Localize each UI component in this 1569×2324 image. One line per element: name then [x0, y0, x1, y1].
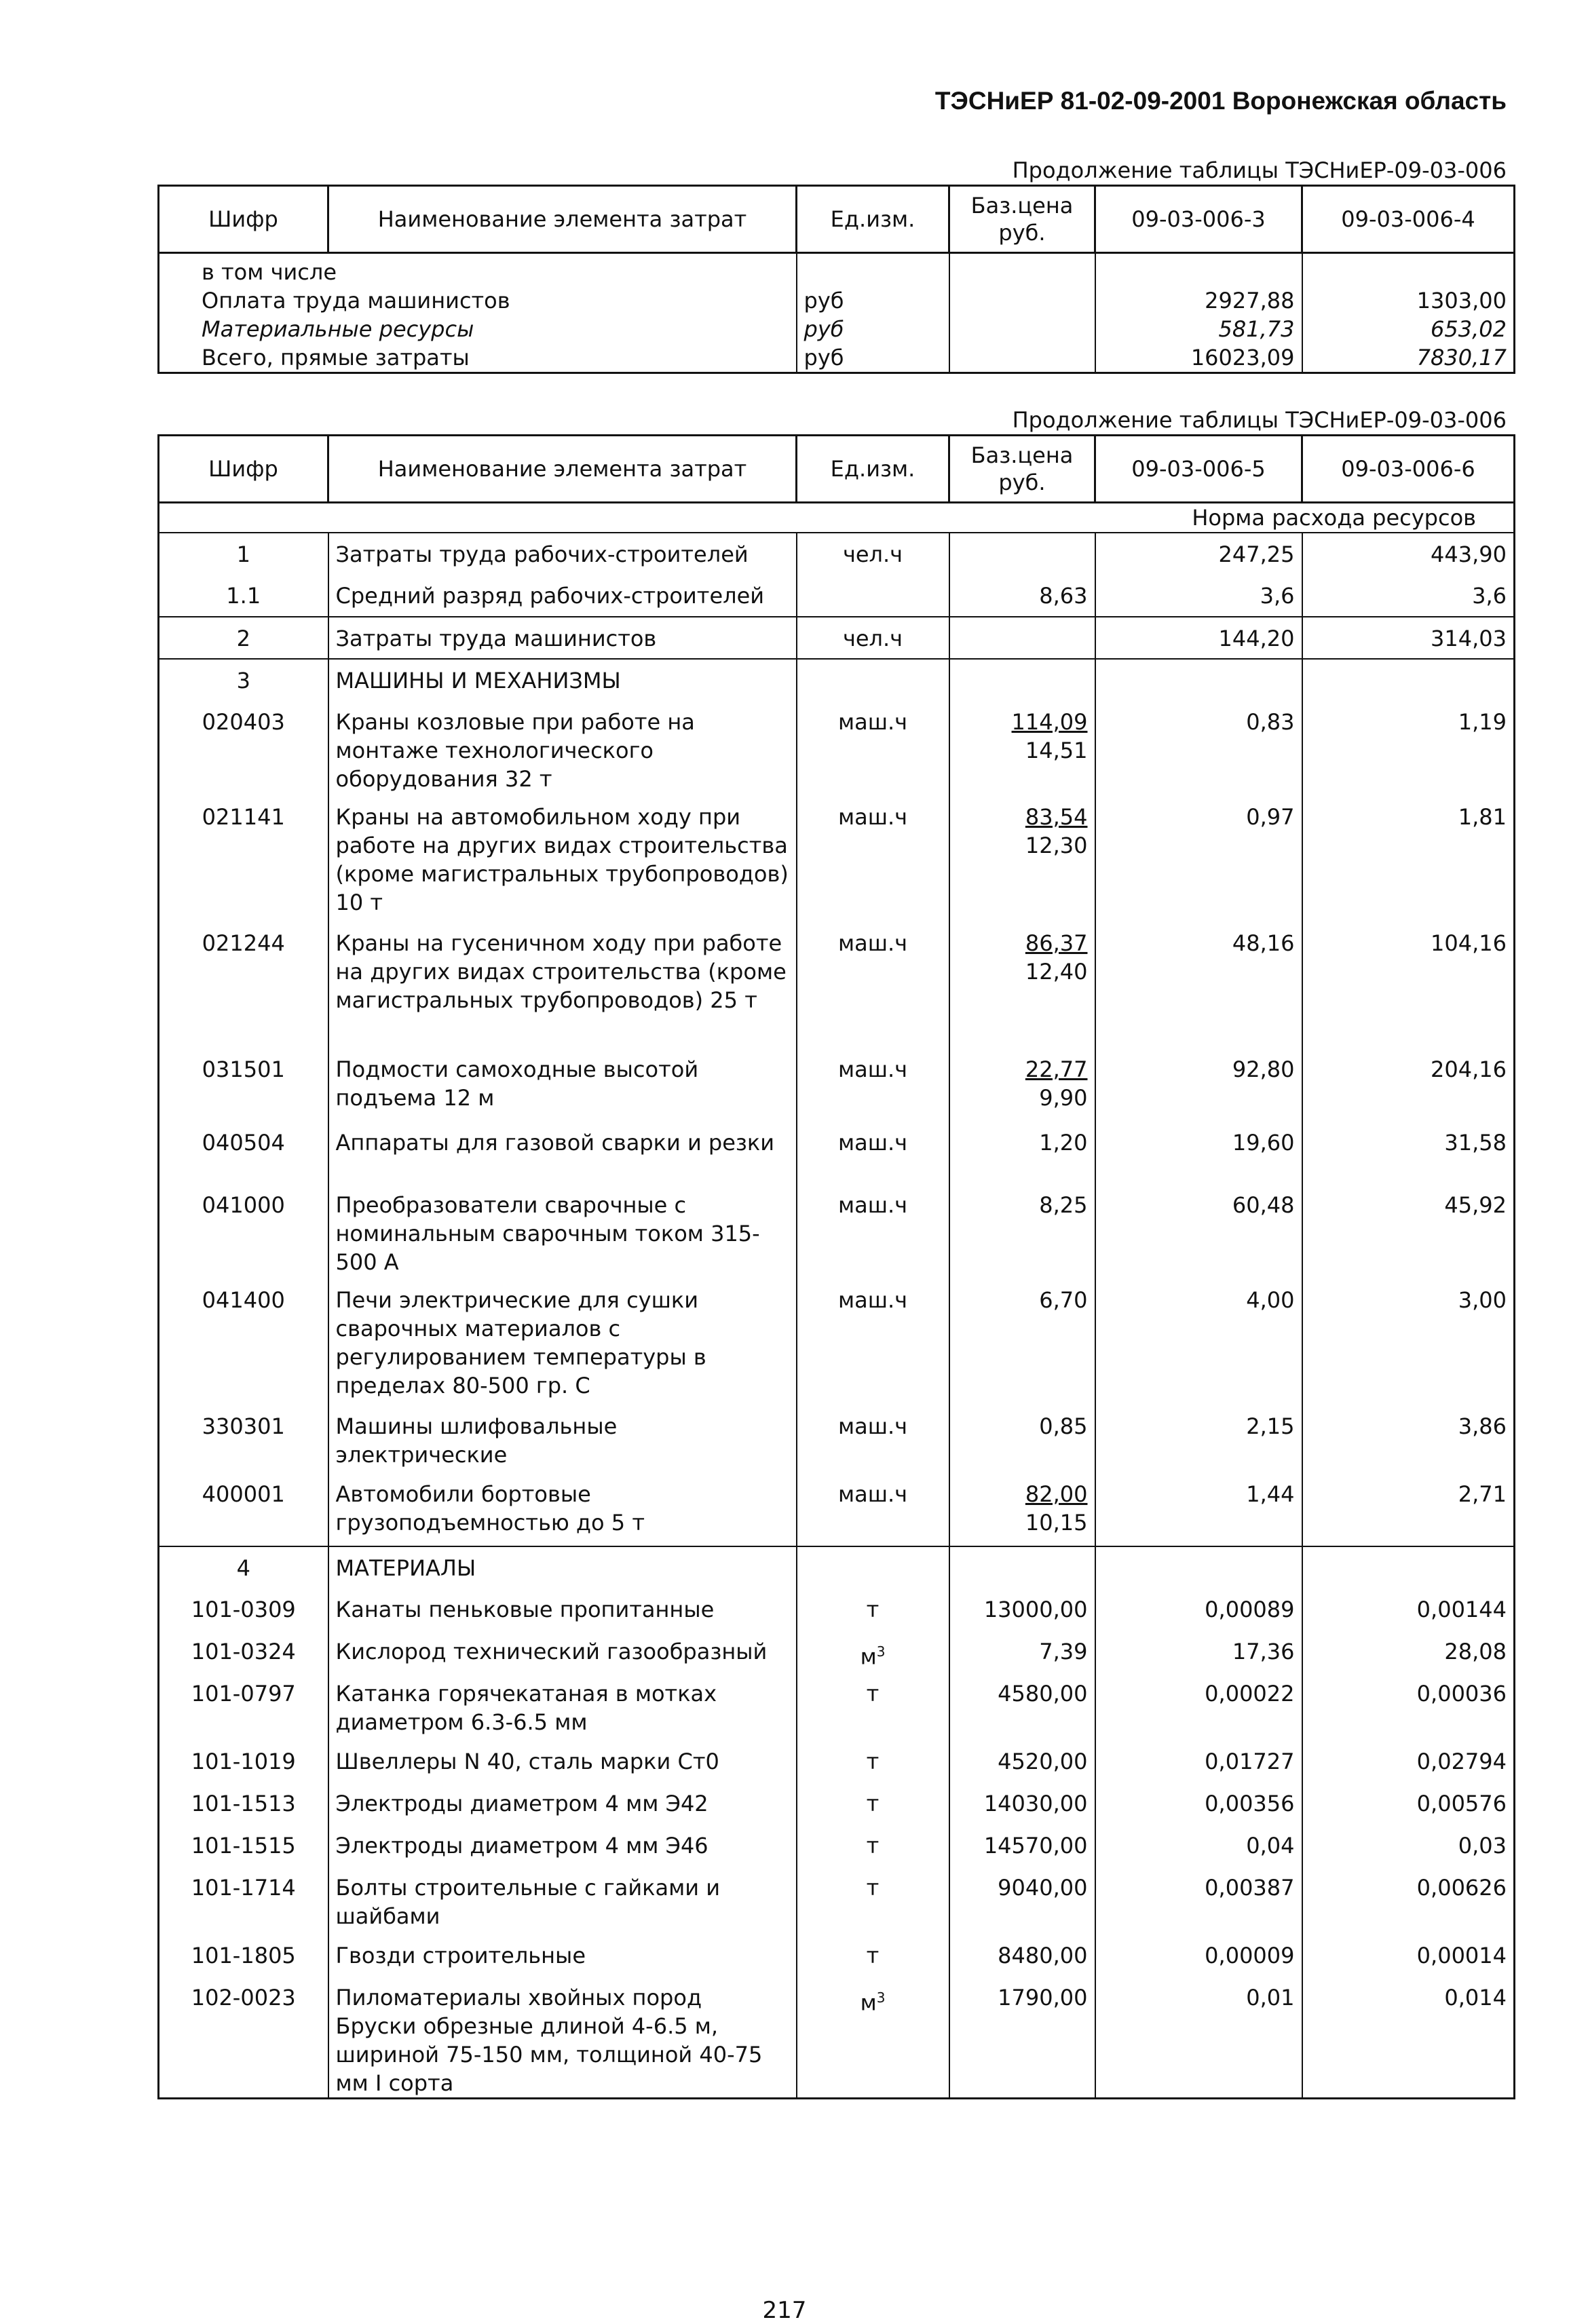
row-value-1: 0,00089: [1095, 1588, 1302, 1631]
row-code: 2: [159, 617, 328, 659]
row-code: 101-1515: [159, 1825, 328, 1867]
table-continuation-caption: Продолжение таблицы ТЭСНиЕР-09-03-006: [1012, 407, 1507, 433]
row-price: [949, 1279, 1095, 1405]
unit-text: т: [866, 1875, 880, 1901]
row-name: Затраты труда машинистов: [328, 617, 797, 659]
table-row: [159, 315, 1515, 343]
row-value-1: 0,04: [1095, 1825, 1302, 1867]
row-price: [949, 796, 1095, 922]
row-unit: [797, 1122, 949, 1184]
row-value-1: 0,83: [1095, 701, 1302, 796]
unit-text: маш.ч: [837, 1056, 908, 1082]
row-value-1: 1,44: [1095, 1473, 1302, 1546]
row-code: 040504: [159, 1122, 328, 1184]
row-value-1: 0,97: [1095, 796, 1302, 922]
row-code: 041000: [159, 1184, 328, 1279]
row-code: 101-0324: [159, 1631, 328, 1673]
row-value-1: [1095, 659, 1302, 701]
row-price: [949, 1048, 1095, 1122]
row-value-2: 3,6: [1302, 575, 1515, 617]
unit-text: маш.ч: [837, 1192, 908, 1218]
header-code: Шифр: [159, 436, 328, 503]
row-value-1: 0,00009: [1095, 1935, 1302, 1977]
header-name: Наименование элемента затрат: [328, 186, 797, 253]
header-unit: Ед.изм.: [797, 436, 949, 503]
row-value-2: 1,81: [1302, 796, 1515, 922]
row-unit: [797, 575, 949, 617]
row-value-2: 1,19: [1302, 701, 1515, 796]
row-name: Подмости самоходные высотой подъема 12 м: [328, 1048, 797, 1122]
table-header-row: [159, 436, 1515, 503]
unit-superscript: 3: [876, 1643, 886, 1660]
row-name: Печи электрические для сушки сварочных материалов с регулированием температуры в пределах 80-500 гр. С: [328, 1279, 797, 1405]
row-code: 102-0023: [159, 1977, 328, 2099]
row-unit: [797, 1184, 949, 1279]
row-price: [949, 1546, 1095, 1588]
row-code: 101-1513: [159, 1783, 328, 1825]
header-norm-1: 09-03-006-5: [1095, 436, 1302, 503]
table-row: [159, 1473, 1515, 1546]
row-value-1: 144,20: [1095, 617, 1302, 659]
row-value-2: 204,16: [1302, 1048, 1515, 1122]
row-price: [949, 1405, 1095, 1473]
unit-text: м: [860, 1989, 877, 2016]
table-row: [159, 617, 1515, 659]
price-value: 22,77: [1025, 1056, 1088, 1082]
table-row: [159, 1279, 1515, 1405]
unit-text: маш.ч: [837, 709, 908, 735]
row-name: Краны на гусеничном ходу при работе на других видах строительства (кроме магистральных трубопроводов) 25 т: [328, 922, 797, 1048]
resource-table-1: [157, 185, 1515, 374]
row-price: [949, 1122, 1095, 1184]
row-value-2: 7830,17: [1302, 343, 1515, 373]
table-row: [159, 286, 1515, 315]
row-unit: руб: [797, 286, 949, 315]
row-price: [949, 659, 1095, 701]
row-value-2: 314,03: [1302, 617, 1515, 659]
row-name: Оплата труда машинистов: [159, 286, 797, 315]
table-row: [159, 1867, 1515, 1935]
row-value-1: 60,48: [1095, 1184, 1302, 1279]
price-secondary-value: 14,51: [1025, 738, 1088, 763]
table-row: [159, 1977, 1515, 2099]
row-value-1: 581,73: [1095, 315, 1302, 343]
price-value: 0,85: [1039, 1413, 1088, 1439]
unit-superscript: 3: [876, 1989, 886, 2006]
table-row: [159, 796, 1515, 922]
price-secondary-value: 9,90: [1039, 1085, 1088, 1111]
row-value-1: 3,6: [1095, 575, 1302, 617]
row-value-1: 0,00356: [1095, 1783, 1302, 1825]
unit-text: т: [866, 1943, 880, 1968]
row-price: [949, 1631, 1095, 1673]
row-value-2: 0,00576: [1302, 1783, 1515, 1825]
row-unit: руб: [797, 315, 949, 343]
row-value-2: 1303,00: [1302, 286, 1515, 315]
row-unit: [797, 922, 949, 1048]
row-price: [949, 1977, 1095, 2099]
row-value-1: 4,00: [1095, 1279, 1302, 1405]
row-value-2: 28,08: [1302, 1631, 1515, 1673]
price-value: 8480,00: [998, 1943, 1088, 1968]
price-secondary-value: 12,30: [1025, 833, 1088, 858]
row-code: 101-0797: [159, 1673, 328, 1740]
unit-text: т: [866, 1791, 880, 1816]
price-secondary-value: 12,40: [1025, 959, 1088, 985]
row-value-1: 48,16: [1095, 922, 1302, 1048]
unit-text: чел.ч: [842, 626, 903, 651]
table-header-row: [159, 186, 1515, 253]
row-unit: [797, 533, 949, 575]
row-value-1: 2927,88: [1095, 286, 1302, 315]
row-value-2: 0,00014: [1302, 1935, 1515, 1977]
row-name: в том числе: [159, 253, 797, 287]
table-row: [159, 1405, 1515, 1473]
unit-text: чел.ч: [842, 541, 903, 567]
row-unit: [797, 1825, 949, 1867]
row-value-1: 0,01: [1095, 1977, 1302, 2099]
row-price: [949, 701, 1095, 796]
unit-text: маш.ч: [837, 804, 908, 830]
row-price: [949, 343, 1095, 373]
row-unit: [797, 659, 949, 701]
row-value-1: 16023,09: [1095, 343, 1302, 373]
row-code: 041400: [159, 1279, 328, 1405]
table-row: [159, 1546, 1515, 1588]
price-value: 14030,00: [983, 1791, 1088, 1816]
table-row: [159, 343, 1515, 373]
price-value: 13000,00: [983, 1597, 1088, 1622]
row-code: 4: [159, 1546, 328, 1588]
header-code: Шифр: [159, 186, 328, 253]
row-name: Машины шлифовальные электрические: [328, 1405, 797, 1473]
unit-text: маш.ч: [837, 1130, 908, 1156]
price-value: 1790,00: [998, 1985, 1088, 2011]
row-price: [949, 1473, 1095, 1546]
price-value: 9040,00: [998, 1875, 1088, 1901]
row-unit: [797, 1279, 949, 1405]
row-code: 101-1805: [159, 1935, 328, 1977]
unit-text: м: [860, 1643, 877, 1670]
table-row: [159, 922, 1515, 1048]
row-price: [949, 617, 1095, 659]
row-price: [949, 533, 1095, 575]
row-value-2: 45,92: [1302, 1184, 1515, 1279]
unit-text: маш.ч: [837, 1287, 908, 1313]
unit-text: маш.ч: [837, 1413, 908, 1439]
row-unit: [797, 1473, 949, 1546]
table-row: [159, 1783, 1515, 1825]
row-name: Болты строительные с гайками и шайбами: [328, 1867, 797, 1935]
row-name: МАШИНЫ И МЕХАНИЗМЫ: [328, 659, 797, 701]
row-value-1: 19,60: [1095, 1122, 1302, 1184]
row-code: 020403: [159, 701, 328, 796]
table-row: [159, 1740, 1515, 1783]
row-value-2: [1302, 1546, 1515, 1588]
price-secondary-value: 10,15: [1025, 1510, 1088, 1536]
row-code: 1.1: [159, 575, 328, 617]
row-value-1: 92,80: [1095, 1048, 1302, 1122]
row-name: Электроды диаметром 4 мм Э46: [328, 1825, 797, 1867]
row-name: Гвозди строительные: [328, 1935, 797, 1977]
row-unit: [797, 1977, 949, 2099]
row-value-1: 247,25: [1095, 533, 1302, 575]
row-price: [949, 1825, 1095, 1867]
price-value: 4580,00: [998, 1681, 1088, 1707]
resource-table-2: [157, 434, 1515, 2099]
row-price: [949, 1783, 1095, 1825]
row-price: [949, 1184, 1095, 1279]
price-value: 6,70: [1039, 1287, 1088, 1313]
row-unit: [797, 1588, 949, 1631]
unit-text: т: [866, 1681, 880, 1707]
row-value-1: 2,15: [1095, 1405, 1302, 1473]
row-code: 031501: [159, 1048, 328, 1122]
row-code: 101-1019: [159, 1740, 328, 1783]
row-value-2: 3,00: [1302, 1279, 1515, 1405]
row-name: Краны козловые при работе на монтаже технологического оборудования 32 т: [328, 701, 797, 796]
row-code: 400001: [159, 1473, 328, 1546]
row-value-2: 0,00036: [1302, 1673, 1515, 1740]
row-name: Автомобили бортовые грузоподъемностью до 5 т: [328, 1473, 797, 1546]
table-row: [159, 659, 1515, 701]
table-row: [159, 1825, 1515, 1867]
header-price: Баз.цена руб.: [949, 186, 1095, 253]
row-name: Аппараты для газовой сварки и резки: [328, 1122, 797, 1184]
row-code: 101-0309: [159, 1588, 328, 1631]
row-name: Материальные ресурсы: [159, 315, 797, 343]
header-norm-2: 09-03-006-6: [1302, 436, 1515, 503]
table-row: [159, 575, 1515, 617]
page-number: 217: [762, 2297, 807, 2324]
table-row: [159, 1588, 1515, 1631]
row-unit: [797, 253, 949, 287]
row-unit: руб: [797, 343, 949, 373]
row-name: Канаты пеньковые пропитанные: [328, 1588, 797, 1631]
row-value-2: 0,03: [1302, 1825, 1515, 1867]
row-value-2: 0,014: [1302, 1977, 1515, 2099]
table-row: [159, 1935, 1515, 1977]
row-name: Затраты труда рабочих-строителей: [328, 533, 797, 575]
unit-text: т: [866, 1833, 880, 1859]
row-value-2: 653,02: [1302, 315, 1515, 343]
row-value-1: [1095, 253, 1302, 287]
document-title: ТЭСНиЕР 81-02-09-2001 Воронежская область: [934, 87, 1507, 115]
table-continuation-caption: Продолжение таблицы ТЭСНиЕР-09-03-006: [1012, 157, 1507, 183]
row-name: Кислород технический газообразный: [328, 1631, 797, 1673]
row-unit: [797, 1405, 949, 1473]
row-code: 021141: [159, 796, 328, 922]
header-norm-2: 09-03-006-4: [1302, 186, 1515, 253]
table-row: [159, 701, 1515, 796]
row-name: Краны на автомобильном ходу при работе на других видах строительства (кроме магистральных трубопроводов) 10 т: [328, 796, 797, 922]
header-norm-1: 09-03-006-3: [1095, 186, 1302, 253]
row-price: [949, 1673, 1095, 1740]
unit-text: маш.ч: [837, 1481, 908, 1507]
price-value: 7,39: [1039, 1639, 1088, 1664]
row-code: 3: [159, 659, 328, 701]
header-name: Наименование элемента затрат: [328, 436, 797, 503]
row-value-2: 443,90: [1302, 533, 1515, 575]
row-unit: [797, 1783, 949, 1825]
row-value-2: [1302, 659, 1515, 701]
row-value-2: [1302, 253, 1515, 287]
price-value: 1,20: [1039, 1130, 1088, 1156]
unit-text: т: [866, 1749, 880, 1774]
row-value-1: [1095, 1546, 1302, 1588]
row-unit: [797, 617, 949, 659]
row-value-2: 2,71: [1302, 1473, 1515, 1546]
row-price: [949, 1740, 1095, 1783]
table-row: [159, 253, 1515, 287]
norm-label: Норма расхода ресурсов: [159, 503, 1515, 533]
row-unit: [797, 1740, 949, 1783]
row-price: [949, 575, 1095, 617]
row-value-1: 17,36: [1095, 1631, 1302, 1673]
row-price: [949, 922, 1095, 1048]
row-price: [949, 315, 1095, 343]
price-value: 86,37: [1025, 930, 1088, 956]
row-value-2: 0,00626: [1302, 1867, 1515, 1935]
row-unit: [797, 1546, 949, 1588]
price-value: 14570,00: [983, 1833, 1088, 1859]
row-unit: [797, 1867, 949, 1935]
row-code: 1: [159, 533, 328, 575]
row-unit: [797, 1631, 949, 1673]
row-unit: [797, 1048, 949, 1122]
row-code: 101-1714: [159, 1867, 328, 1935]
row-name: Швеллеры N 40, сталь марки Ст0: [328, 1740, 797, 1783]
row-price: [949, 1867, 1095, 1935]
row-name: Преобразователи сварочные с номинальным сварочным током 315-500 А: [328, 1184, 797, 1279]
table-row: [159, 1184, 1515, 1279]
price-value: 8,63: [1039, 583, 1088, 609]
table-row: [159, 1631, 1515, 1673]
price-value: 82,00: [1025, 1481, 1088, 1507]
header-unit: Ед.изм.: [797, 186, 949, 253]
row-unit: [797, 1935, 949, 1977]
price-value: 83,54: [1025, 804, 1088, 830]
row-code: 021244: [159, 922, 328, 1048]
unit-text: т: [866, 1597, 880, 1622]
row-code: 330301: [159, 1405, 328, 1473]
table-row: [159, 533, 1515, 575]
price-value: 8,25: [1039, 1192, 1088, 1218]
row-price: [949, 1935, 1095, 1977]
table-row: [159, 1122, 1515, 1184]
row-name: Пиломатериалы хвойных пород Бруски обрезные длиной 4-6.5 м, шириной 75-150 мм, толщиной 40-75 мм I сорта: [328, 1977, 797, 2099]
row-name: Средний разряд рабочих-строителей: [328, 575, 797, 617]
row-value-2: 0,02794: [1302, 1740, 1515, 1783]
table-row: [159, 1673, 1515, 1740]
row-value-1: 0,01727: [1095, 1740, 1302, 1783]
row-value-1: 0,00022: [1095, 1673, 1302, 1740]
row-name: МАТЕРИАЛЫ: [328, 1546, 797, 1588]
norm-label-row: [159, 503, 1515, 533]
row-price: [949, 253, 1095, 287]
row-value-2: 3,86: [1302, 1405, 1515, 1473]
row-unit: [797, 701, 949, 796]
row-unit: [797, 1673, 949, 1740]
table-row: [159, 1048, 1515, 1122]
row-value-2: 31,58: [1302, 1122, 1515, 1184]
header-price: Баз.цена руб.: [949, 436, 1095, 503]
row-value-2: 0,00144: [1302, 1588, 1515, 1631]
row-name: Всего, прямые затраты: [159, 343, 797, 373]
row-value-1: 0,00387: [1095, 1867, 1302, 1935]
row-unit: [797, 796, 949, 922]
row-price: [949, 286, 1095, 315]
row-value-2: 104,16: [1302, 922, 1515, 1048]
row-name: Электроды диаметром 4 мм Э42: [328, 1783, 797, 1825]
row-name: Катанка горячекатаная в мотках диаметром 6.3-6.5 мм: [328, 1673, 797, 1740]
price-value: 114,09: [1011, 709, 1088, 735]
price-value: 4520,00: [998, 1749, 1088, 1774]
unit-text: маш.ч: [837, 930, 908, 956]
row-price: [949, 1588, 1095, 1631]
